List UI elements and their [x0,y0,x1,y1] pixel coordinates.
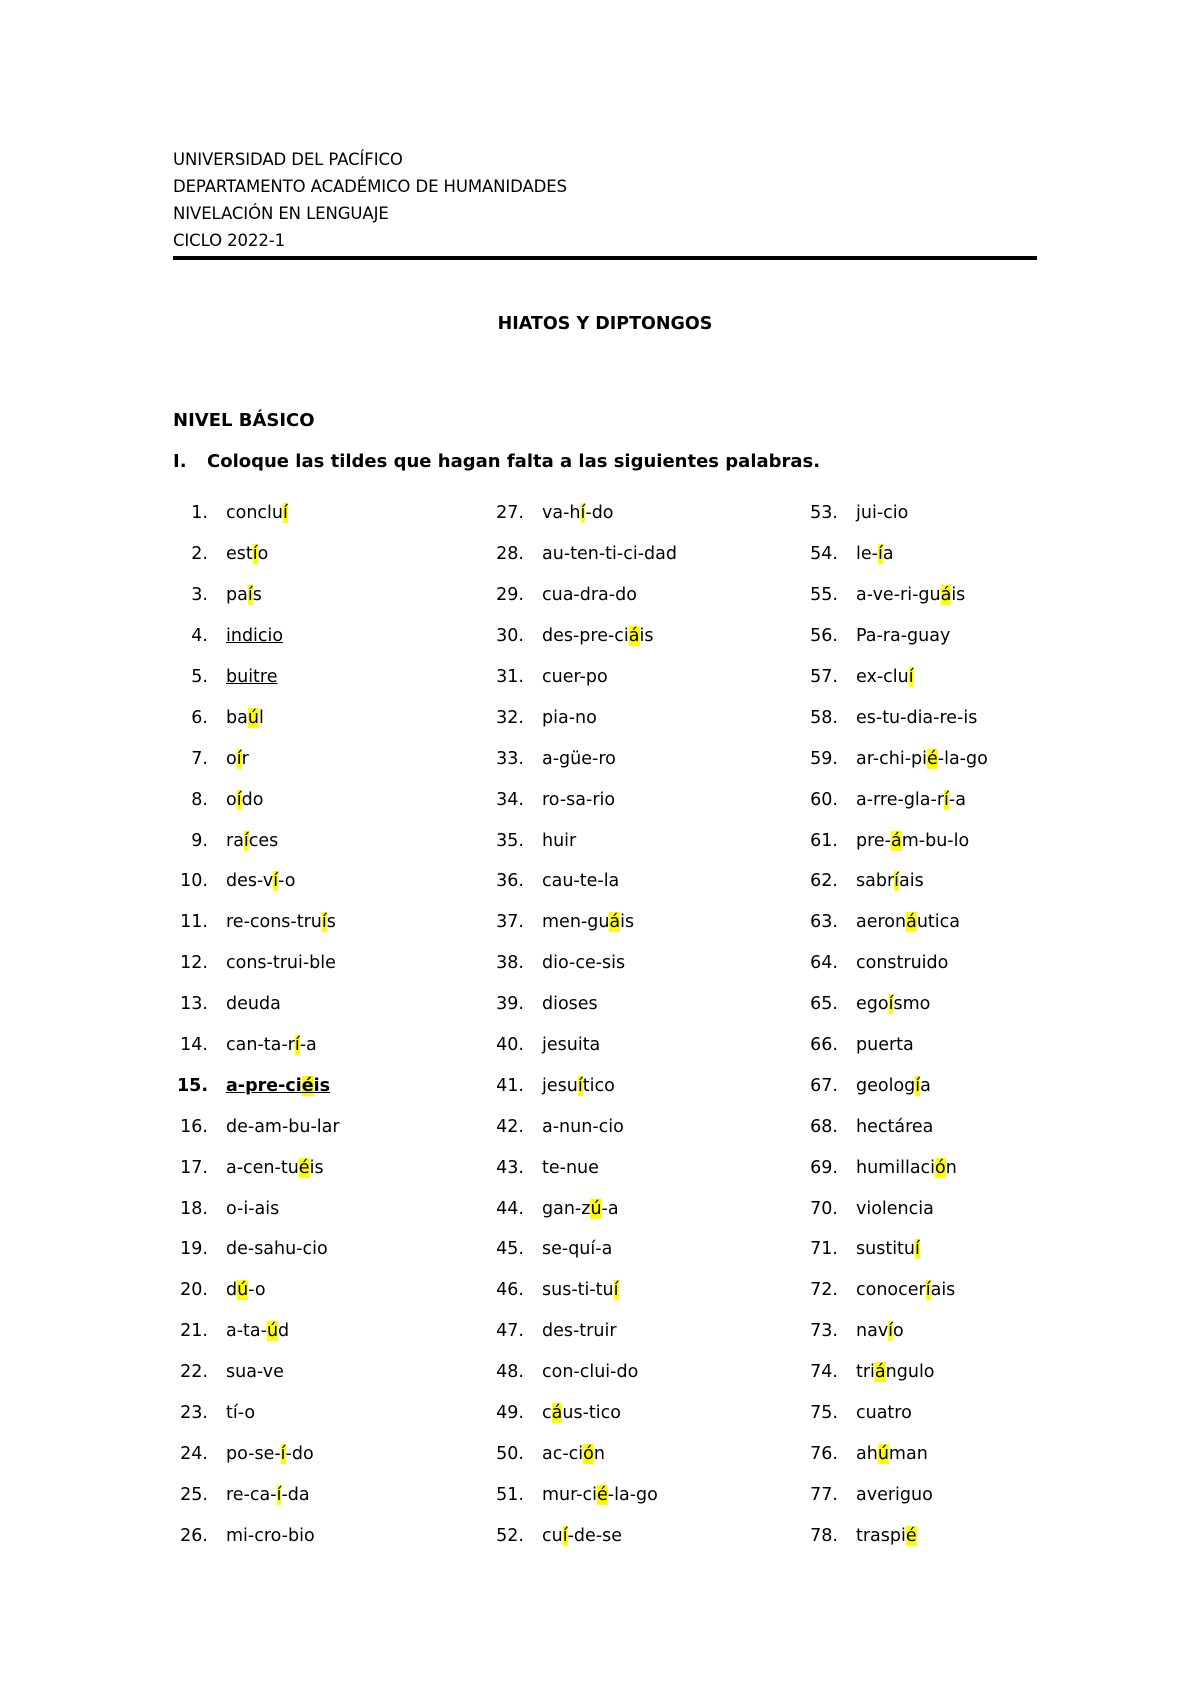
word-text: concluí [226,503,288,524]
word-text: re-ca-í-da [226,1484,310,1505]
word-number: 61. [810,830,838,851]
accent-highlight: í [577,1075,583,1096]
word-text: cuer-po [542,667,608,687]
word-item [158,943,340,984]
word-item [158,697,340,738]
word-text: des-truir [542,1321,617,1342]
word-number: 22. [180,1362,208,1383]
accent-highlight: á [940,585,952,606]
word-item [788,697,988,738]
word-text: a-ta-úd [226,1321,290,1342]
word-number: 76. [810,1443,838,1464]
word-text: sua-ve [226,1362,284,1383]
word-number: 68. [810,1116,838,1137]
word-text: re-cons-truís [226,912,336,933]
word-number: 25. [180,1484,208,1505]
word-text: cáus-tico [542,1403,621,1424]
word-text: averiguo [856,1484,933,1505]
accent-highlight: é [905,1525,917,1546]
word-item [158,1474,340,1515]
word-number: 39. [496,994,524,1015]
accent-highlight: ó [935,1157,946,1178]
word-item [788,1433,988,1474]
word-item [158,1433,340,1474]
word-number: 55. [810,585,838,606]
word-item [158,738,340,779]
word-text: ar-chi-pié-la-go [856,748,988,769]
accent-highlight: ú [247,707,259,728]
word-item [158,1311,340,1352]
accent-highlight: á [891,830,902,851]
word-text: huir [542,830,577,851]
word-item [788,1065,988,1106]
accent-highlight: é [301,1075,314,1096]
word-number: 57. [810,667,838,687]
word-item [788,738,988,779]
word-item [788,1393,988,1434]
word-column-2 [474,493,677,1556]
word-number: 8. [191,789,208,810]
word-item [788,984,988,1025]
word-number: 23. [180,1403,208,1424]
word-item [474,1065,677,1106]
word-number: 56. [810,626,838,647]
word-item [158,1515,340,1556]
word-item [788,1515,988,1556]
word-item [474,943,677,984]
word-text: es-tu-dia-re-is [856,707,978,728]
word-number: 30. [496,626,524,647]
word-number: 3. [191,585,208,606]
word-item [474,657,677,698]
word-item [474,779,677,820]
word-item [158,1147,340,1188]
word-text: oír [226,748,249,769]
accent-highlight: í [894,871,900,892]
word-text: oído [226,789,264,810]
instruction-number: I. [173,451,187,472]
word-number: 13. [180,994,208,1015]
word-text: a-cen-tuéis [226,1157,324,1178]
word-item [158,984,340,1025]
word-item [788,1229,988,1270]
word-item [474,616,677,657]
word-text: sabríais [856,871,924,892]
word-item [158,1229,340,1270]
word-text: des-pre-ciáis [542,626,654,647]
word-text: jesuítico [542,1075,615,1096]
word-item [788,1474,988,1515]
word-item [474,575,677,616]
word-item [158,1393,340,1434]
word-text: men-guáis [542,912,635,933]
word-text: a-ve-ri-guáis [856,585,966,606]
word-item [474,534,677,575]
word-text: cua-dra-do [542,585,637,606]
accent-highlight: í [276,1484,282,1505]
word-text: hectárea [856,1116,934,1137]
word-text: aeronáutica [856,912,961,933]
word-number: 14. [180,1035,208,1056]
accent-highlight: ú [266,1321,279,1342]
word-number: 11. [180,912,208,933]
word-item [474,861,677,902]
word-item [788,616,988,657]
word-item [474,1025,677,1066]
word-text: ac-ción [542,1443,605,1464]
accent-highlight: í [243,830,249,851]
word-item [788,1106,988,1147]
accent-highlight: í [925,1280,931,1301]
word-text: conoceríais [856,1280,956,1301]
accent-highlight: ú [237,1280,249,1301]
word-number: 37. [496,912,524,933]
accent-highlight: ó [583,1443,594,1464]
accent-highlight: í [944,789,949,810]
word-item [788,657,988,698]
word-text: se-quí-a [542,1239,613,1260]
word-number: 20. [180,1280,208,1301]
word-text: pre-ám-bu-lo [856,830,970,851]
header-term: CICLO 2022-1 [173,231,285,250]
word-number: 58. [810,707,838,728]
word-text: sus-ti-tuí [542,1280,619,1301]
word-number: 1. [191,503,208,524]
word-text: triángulo [856,1362,935,1383]
accent-highlight: í [283,503,288,524]
word-number: 46. [496,1280,524,1301]
word-number: 26. [180,1525,208,1546]
word-text: violencia [856,1198,934,1219]
accent-highlight: í [877,544,883,565]
word-number: 49. [496,1403,524,1424]
word-number: 2. [191,544,208,565]
word-item [788,1147,988,1188]
word-text: gan-zú-a [542,1198,619,1219]
word-number: 47. [496,1321,524,1342]
word-text: raíces [226,830,279,851]
word-item [788,943,988,984]
word-text: jui-cio [856,503,909,524]
word-text: ex-cluí [856,667,914,687]
word-column-1 [158,493,340,1556]
accent-highlight: í [915,1075,921,1096]
accent-highlight: á [609,912,621,933]
word-number: 34. [496,789,524,810]
word-item [474,1433,677,1474]
word-text: deuda [226,994,281,1015]
word-number: 62. [810,871,838,892]
word-item [158,902,340,943]
word-text: baúl [226,707,264,728]
word-column-3 [788,493,988,1556]
accent-highlight: í [247,585,253,606]
accent-highlight: ú [877,1443,889,1464]
word-number: 35. [496,830,524,851]
word-item [474,1188,677,1229]
word-text: navío [856,1321,904,1342]
word-text: indicio [226,626,284,647]
word-text: país [226,585,262,606]
word-item [788,1352,988,1393]
word-item [158,575,340,616]
word-item [474,1311,677,1352]
word-item [158,1106,340,1147]
word-number: 60. [810,789,838,810]
word-number: 64. [810,953,838,974]
accent-highlight: í [236,789,242,810]
word-number: 24. [180,1443,208,1464]
word-text: o-i-ais [226,1198,280,1219]
word-text: cuatro [856,1403,912,1424]
word-number: 73. [810,1321,838,1342]
accent-highlight: í [580,503,586,524]
word-item [474,1393,677,1434]
word-number: 9. [191,830,208,851]
word-item [788,493,988,534]
word-text: a-nun-cio [542,1116,624,1137]
accent-highlight: í [294,1035,300,1056]
word-number: 38. [496,953,524,974]
word-text: ahúman [856,1443,928,1464]
word-number: 51. [496,1484,524,1505]
word-number: 65. [810,994,838,1015]
word-number: 43. [496,1157,524,1178]
word-item [474,820,677,861]
word-text: cons-trui-ble [226,953,336,974]
word-number: 70. [810,1198,838,1219]
word-number: 15. [176,1075,208,1096]
word-number: 16. [180,1116,208,1137]
word-number: 21. [180,1321,208,1342]
word-item [474,1270,677,1311]
word-text: cuí-de-se [542,1525,622,1546]
word-text: sustituí [856,1239,920,1260]
word-item [158,1025,340,1066]
word-item [158,1188,340,1229]
accent-highlight: í [273,871,279,892]
word-number: 12. [180,953,208,974]
word-text: va-hí-do [542,503,614,524]
word-number: 77. [810,1484,838,1505]
accent-highlight: í [613,1280,619,1301]
header-divider [173,256,1037,260]
word-number: 59. [810,748,838,769]
instruction [173,451,820,472]
word-number: 27. [496,503,524,524]
header-course: NIVELACIÓN EN LENGUAJE [173,204,389,223]
word-text: con-clui-do [542,1362,639,1383]
accent-highlight: ú [590,1198,602,1219]
word-item [788,534,988,575]
word-item [158,820,340,861]
word-text: mur-cié-la-go [542,1484,658,1505]
accent-highlight: á [874,1362,886,1383]
word-number: 19. [180,1239,208,1260]
document-title: HIATOS Y DIPTONGOS [497,314,713,334]
word-number: 63. [810,912,838,933]
word-number: 4. [191,626,208,647]
accent-highlight: í [908,667,914,687]
word-text: mi-cro-bio [226,1525,315,1546]
word-number: 52. [496,1525,524,1546]
word-item [474,1106,677,1147]
word-item [788,575,988,616]
accent-highlight: é [298,1157,310,1178]
header-block [173,146,567,254]
word-text: puerta [856,1035,914,1056]
word-item [788,1311,988,1352]
accent-highlight: á [906,912,917,933]
word-number: 29. [496,585,524,606]
word-number: 33. [496,748,524,769]
accent-highlight: í [915,1239,920,1260]
word-number: 72. [810,1280,838,1301]
word-number: 10. [180,871,208,892]
word-text: traspié [856,1525,917,1546]
word-item [158,493,340,534]
word-item [474,1474,677,1515]
accent-highlight: í [888,994,894,1015]
word-item [158,616,340,657]
accent-highlight: í [252,544,258,565]
word-number: 48. [496,1362,524,1383]
word-item [474,902,677,943]
word-item [158,657,340,698]
word-item [158,861,340,902]
word-number: 44. [496,1198,524,1219]
word-text: jesuita [542,1035,601,1056]
word-item [788,1270,988,1311]
accent-highlight: é [597,1484,608,1505]
word-item [788,820,988,861]
word-item [474,493,677,534]
word-item [474,1147,677,1188]
word-text: des-ví-o [226,871,296,892]
word-number: 53. [810,503,838,524]
word-item [788,779,988,820]
accent-highlight: í [280,1443,286,1464]
word-text: po-se-í-do [226,1443,314,1464]
word-text: humillación [856,1157,957,1178]
word-number: 28. [496,544,524,565]
word-text: estío [226,544,269,565]
word-number: 42. [496,1116,524,1137]
word-item [788,902,988,943]
word-text: construido [856,953,949,974]
word-number: 6. [191,707,208,728]
word-text: ro-sa-rio [542,789,616,810]
word-text: can-ta-rí-a [226,1035,317,1056]
word-item [474,1352,677,1393]
word-item [158,1352,340,1393]
word-number: 45. [496,1239,524,1260]
accent-highlight: á [551,1403,563,1424]
word-number: 75. [810,1403,838,1424]
word-number: 32. [496,707,524,728]
word-number: 67. [810,1075,838,1096]
word-text: dio-ce-sis [542,953,626,974]
accent-highlight: é [926,748,938,769]
word-item [788,1188,988,1229]
word-item [474,1515,677,1556]
word-item [474,984,677,1025]
word-number: 7. [191,748,208,769]
word-number: 5. [191,667,208,687]
word-text: geología [856,1075,931,1096]
word-item [474,697,677,738]
word-text: egoísmo [856,994,931,1015]
word-number: 66. [810,1035,838,1056]
word-item [158,779,340,820]
word-item [474,1229,677,1270]
word-text: tí-o [226,1403,256,1424]
word-text: Pa-ra-guay [856,626,951,647]
accent-highlight: á [628,626,640,647]
level-heading: NIVEL BÁSICO [173,410,315,431]
accent-highlight: í [562,1525,568,1546]
accent-highlight: í [888,1321,894,1342]
word-number: 17. [180,1157,208,1178]
header-department: DEPARTAMENTO ACADÉMICO DE HUMANIDADES [173,177,567,196]
word-text: a-pre-ciéis [226,1075,331,1096]
word-text: cau-te-la [542,871,620,892]
word-text: dioses [542,994,598,1015]
word-number: 69. [810,1157,838,1178]
word-text: au-ten-ti-ci-dad [542,544,677,565]
word-text: a-rre-gla-rí-a [856,789,966,810]
word-text: pia-no [542,707,597,728]
word-item [788,1025,988,1066]
word-item [474,738,677,779]
word-text: a-güe-ro [542,748,616,769]
instruction-text: Coloque las tildes que hagan falta a las siguientes palabras. [207,451,821,472]
word-item [158,1065,340,1106]
word-item [158,534,340,575]
word-item [788,861,988,902]
word-number: 71. [810,1239,838,1260]
word-number: 54. [810,544,838,565]
word-number: 41. [496,1075,524,1096]
word-number: 78. [810,1525,838,1546]
word-number: 74. [810,1362,838,1383]
word-number: 40. [496,1035,524,1056]
word-item [158,1270,340,1311]
accent-highlight: í [236,748,242,769]
word-text: te-nue [542,1157,599,1178]
word-text: le-ía [856,544,894,565]
word-number: 31. [496,667,524,687]
word-text: buitre [226,667,278,687]
accent-highlight: í [321,912,327,933]
word-text: dú-o [226,1280,266,1301]
word-number: 50. [496,1443,524,1464]
word-number: 36. [496,871,524,892]
word-number: 18. [180,1198,208,1219]
header-university: UNIVERSIDAD DEL PACÍFICO [173,150,403,169]
word-text: de-am-bu-lar [226,1116,340,1137]
word-text: de-sahu-cio [226,1239,328,1260]
